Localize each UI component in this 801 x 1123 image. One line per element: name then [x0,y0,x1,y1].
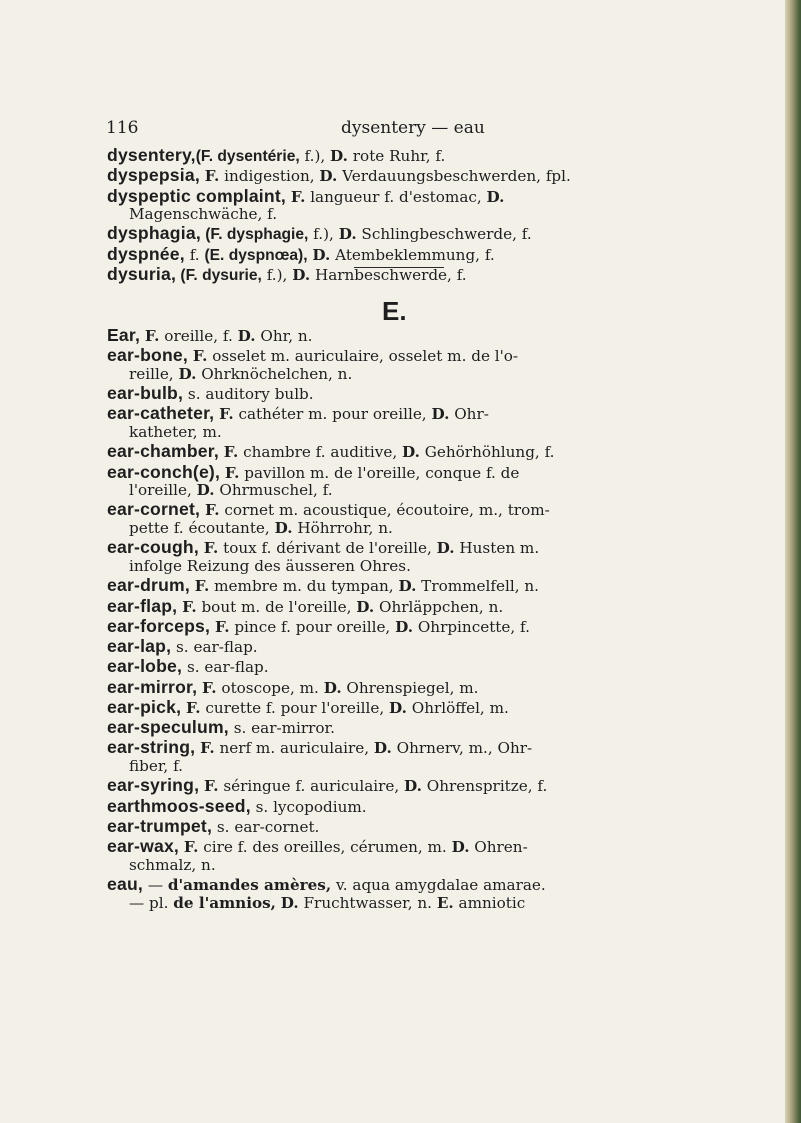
language-label: D. [196,481,215,500]
entry-text: curette f. pour l'oreille, [200,698,390,717]
dictionary-entry [107,595,707,617]
language-label: F. [192,347,208,366]
entry-headword: ear-cough, [107,537,199,558]
entry-headword: Ear, [107,325,141,345]
language-label: D. [356,597,375,616]
language-label: F. [223,443,239,462]
entry-headword: ear-chamber, [107,441,219,462]
entry-text: Höhrrohr, n. [292,519,393,538]
dictionary-entry [107,385,707,404]
entry-text: Husten m. [454,539,540,558]
language-label: D. [404,777,422,796]
language-label: D. [312,245,331,264]
entry-headword: dyspeptic complaint, [107,185,286,206]
entry-text: Ohren- [469,838,528,857]
entry-text: pette f. écoutante, [129,519,275,538]
language-label: D. [330,147,348,165]
language-label: F. [219,405,234,424]
dictionary-entry [107,795,707,817]
entry-text: langueur f. d'estomac, [305,187,487,206]
language-label: F. [204,167,220,186]
language-label: F. [202,678,217,697]
entry-text: Ohrenspritze, f. [421,777,548,796]
entry-text: Ohrknöchelchen, n. [196,364,353,383]
dictionary-entry [107,676,707,698]
entry-headword: dysphagia, [107,223,201,244]
entry-text: Ohrläppchen, n. [374,597,504,616]
entry-text: f. [184,245,205,264]
entry-text: (E. dyspnœa), [204,246,308,264]
entry-text: reille, [129,364,179,383]
entry-headword: ear-drum, [107,575,190,596]
entry-text: cathéter m. pour oreille, [233,405,432,424]
entry-text: séringue f. auriculaire, [218,777,405,796]
dictionary-entry [107,243,707,265]
entry-headword: eau, [107,874,144,895]
entry-headword: ear-lap, [107,636,172,657]
dictionary-entry [107,327,707,346]
entry-text: schmalz, n. [129,855,216,874]
entry-text: l'oreille, [129,481,197,500]
language-label: D. [338,225,357,244]
entry-text: Magenschwäche, f. [129,205,278,224]
language-label: E. [436,893,454,912]
entry-text: infolge Reizung des äusseren Ohres. [129,556,411,575]
entry-headword: ear-flap, [107,595,178,616]
dictionary-entry [107,147,707,166]
entry-text: s. ear-flap. [182,658,269,677]
language-label: F. [204,501,220,520]
language-label: D. [451,838,470,857]
entry-text: osselet m. auriculaire, osselet m. de l'o- [207,347,519,366]
dictionary-entry [107,719,707,738]
entry-text: Ohrenspiegel, m. [341,678,479,697]
entry-text: s. ear-flap. [171,638,258,657]
entry-text: Verdauungsbeschwerden, fpl. [337,167,571,186]
entry-text: bout m. de l'oreille, [196,597,357,616]
entry-headword: ear-trumpet, [107,815,213,836]
language-label: F. [224,463,240,482]
entry-headword: ear-lobe, [107,656,183,677]
entry-headword: dyspepsia, [107,165,200,186]
language-label: F. [144,327,160,345]
language-label: D. [436,539,455,558]
section-divider [354,267,444,268]
entry-text: Ohrmuschel, f. [214,481,333,500]
dictionary-entry [107,838,707,874]
entry-headword: ear-bulb, [107,383,184,404]
language-label: D. [373,739,392,758]
entry-headword: earthmoos-seed, [107,795,251,816]
entry-text: membre m. du tympan, [209,577,399,596]
entry-text: pavillon m. de l'oreille, conque f. de [239,463,520,482]
dictionary-entry [107,185,707,224]
dictionary-entry [107,696,707,718]
entry-text: Ohr, n. [255,327,313,345]
dictionary-entry [107,815,707,837]
dictionary-entry [107,461,707,500]
book-spine-edge [785,0,801,1123]
dictionary-entry [107,658,707,677]
language-label: F. [183,838,199,857]
entry-text: v. aqua amygdalae amarae. [331,876,546,895]
entries-block-e [107,327,707,914]
entry-text: Gehörhöhlung, f. [419,443,555,462]
entry-text: Atembeklemmung, f. [330,245,495,264]
entries-block-dys [107,147,707,286]
entry-text: amniotic [453,893,526,912]
entry-text: (F. dysentérie, [195,148,300,165]
entry-text: cire f. des oreilles, cérumen, m. [198,838,452,857]
dictionary-entry [107,501,707,537]
entry-text: s. lycopodium. [250,797,367,816]
language-label: D. [178,364,197,383]
language-label: D. [389,698,407,717]
entry-text: indigestion, [219,167,320,186]
entry-text: (F. dysphagie, [200,226,309,244]
entry-text: f.), [261,266,293,284]
entry-text: nerf m. auriculaire, [214,739,374,758]
entry-headword: ear-string, [107,737,196,758]
entry-headword: ear-catheter, [107,403,215,424]
language-label: D. [237,327,256,345]
entry-headword: dysentery, [107,145,196,165]
section-letter: E. [382,296,407,326]
dictionary-entry [107,615,707,637]
entry-text: Harnbeschwerde, f. [310,266,467,284]
entry-headword: ear-bone, [107,345,188,366]
entry-headword: ear-syring, [107,775,200,796]
language-label: D. [402,443,420,462]
entry-text: oreille, f. [159,327,238,345]
entry-text: Schlingbeschwerde, f. [356,225,532,244]
language-label: d'amandes amères, [167,876,332,895]
entry-headword: dysuria, [107,264,177,284]
entry-text: pince f. pour oreille, [229,617,396,636]
entry-headword: ear-wax, [107,836,180,857]
dictionary-entry [107,225,707,244]
entry-text: rote Ruhr, f. [347,147,446,165]
dictionary-entry [107,405,707,441]
dictionary-entry [107,638,707,657]
language-label: D. [486,187,505,206]
running-head [106,116,696,140]
language-label: F. [204,777,219,796]
entry-text: Ohrnerv, m., Ohr- [391,739,533,758]
dictionary-entry [107,266,707,285]
entry-text: cornet m. acoustique, écoutoire, m., trom- [219,501,550,520]
entry-text: (F. dysurie, [176,267,262,284]
entry-headword: ear-conch(e), [107,461,221,482]
entry-text: Ohrlöffel, m. [406,698,509,717]
page-number: 116 [106,118,139,138]
language-label: D. [280,893,299,912]
entry-headword: ear-pick, [107,696,182,717]
language-label: F. [200,739,215,758]
dictionary-entry [107,577,707,596]
dictionary-entry [107,443,707,462]
entry-text: toux f. dérivant de l'oreille, [218,539,437,558]
entry-text: otoscope, m. [216,678,324,697]
language-label: D. [292,266,311,284]
language-label: D. [323,678,342,697]
language-label: F. [214,617,230,636]
dictionary-entry [107,539,707,575]
language-label: D. [431,405,450,424]
entry-text: f.), [299,147,331,165]
entry-text: chambre f. auditive, [238,443,403,462]
entry-text: katheter, m. [129,423,222,442]
entry-text: Fruchtwasser, n. [298,893,437,912]
entry-headword: dyspnée, [107,243,185,264]
dictionary-entry [107,347,707,383]
entry-headword: ear-speculum, [107,717,229,738]
entry-text: Trommelfell, n. [416,577,539,596]
entry-text: fiber, f. [129,757,183,776]
language-label: F. [182,597,197,616]
entry-text: Ohr- [449,405,489,424]
language-label: D. [395,617,414,636]
entry-text: s. ear-mirror. [228,719,335,738]
language-label: de l'amnios, [173,893,276,912]
entry-headword: ear-mirror, [107,676,198,697]
entry-headword: ear-cornet, [107,499,201,520]
language-label: D. [319,167,338,186]
entry-text: s. auditory bulb. [183,385,314,404]
dictionary-entry [107,777,707,796]
language-label: D. [274,519,293,538]
entry-headword: ear-forceps, [107,615,211,636]
entry-text: s. ear-cornet. [212,817,320,836]
language-label: F. [203,539,219,558]
entry-text: — [143,876,168,895]
language-label: D. [398,577,417,596]
dictionary-entry [107,876,707,912]
language-label: F. [290,187,306,206]
entry-text: Ohrpincette, f. [413,617,530,636]
language-label: F. [186,698,201,717]
dictionary-entry [107,167,707,186]
language-label: F. [194,577,210,596]
entry-text: f.), [308,225,339,244]
head-words: dysentery — eau [341,118,485,138]
entry-text: — pl. [129,893,174,912]
dictionary-entry [107,739,707,775]
